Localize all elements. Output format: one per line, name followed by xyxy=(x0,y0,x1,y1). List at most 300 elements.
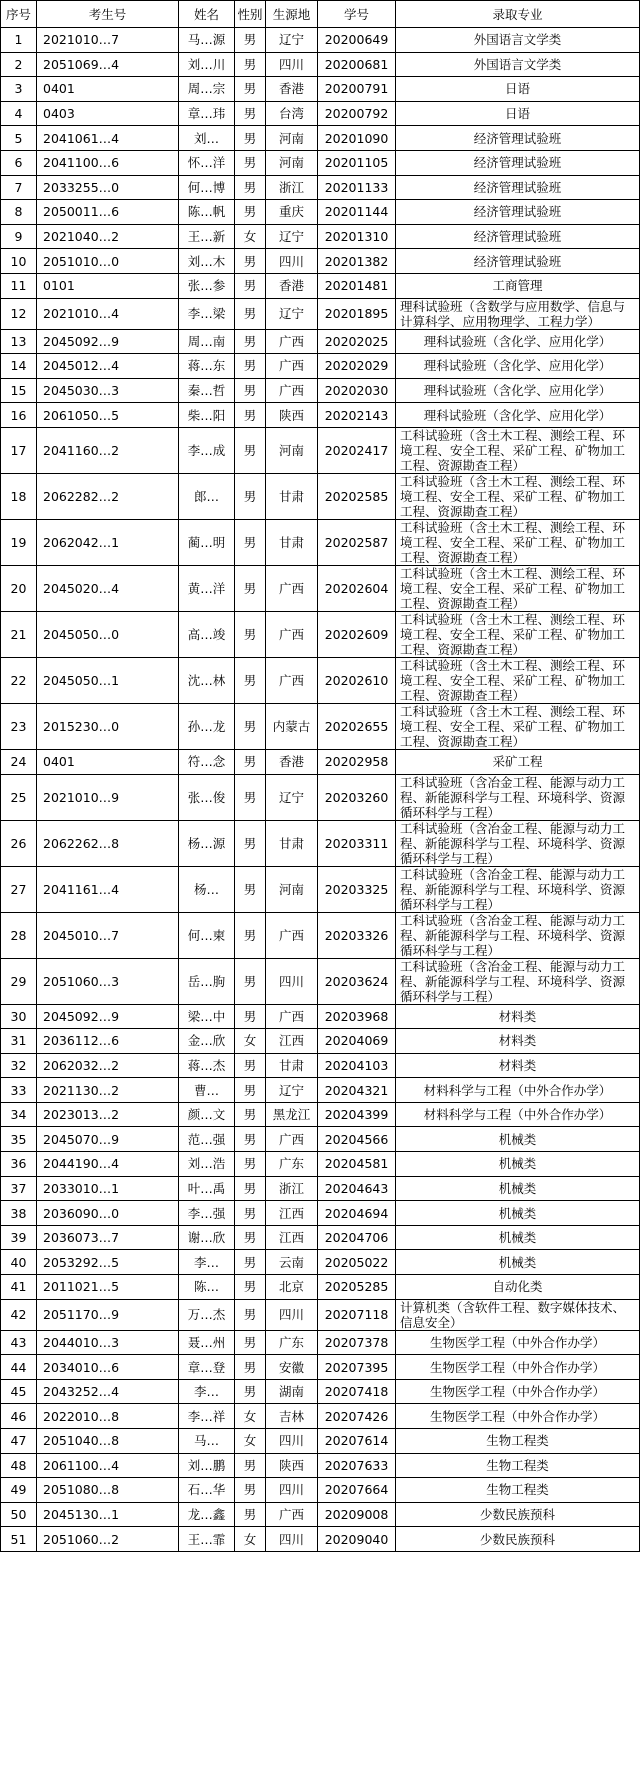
cell-exam-id: 2021010…9 xyxy=(37,774,179,820)
cell-gender: 男 xyxy=(235,1201,266,1226)
cell-name: 刘…木 xyxy=(179,249,235,274)
table-row xyxy=(1,912,640,958)
cell-name: 杨…源 xyxy=(179,820,235,866)
cell-major: 材料类 xyxy=(396,1029,640,1054)
cell-student-id: 20207633 xyxy=(318,1453,396,1478)
cell-index: 23 xyxy=(1,703,37,749)
cell-name: 蔺…明 xyxy=(179,519,235,565)
cell-index: 13 xyxy=(1,329,37,354)
cell-major: 机械类 xyxy=(396,1225,640,1250)
cell-origin: 广西 xyxy=(266,1127,318,1152)
header-major: 录取专业 xyxy=(396,1,640,28)
header-student-id: 学号 xyxy=(318,1,396,28)
cell-index: 8 xyxy=(1,200,37,225)
cell-gender: 女 xyxy=(235,1527,266,1552)
table-row xyxy=(1,565,640,611)
cell-index: 47 xyxy=(1,1429,37,1454)
cell-exam-id: 2045070…9 xyxy=(37,1127,179,1152)
cell-gender: 男 xyxy=(235,273,266,298)
cell-origin: 广西 xyxy=(266,611,318,657)
cell-index: 29 xyxy=(1,958,37,1004)
cell-exam-id: 2043252…4 xyxy=(37,1379,179,1404)
cell-name: 王…霏 xyxy=(179,1527,235,1552)
cell-major: 外国语言文学类 xyxy=(396,28,640,53)
cell-origin: 广西 xyxy=(266,565,318,611)
cell-exam-id: 2021010…7 xyxy=(37,28,179,53)
table-row xyxy=(1,749,640,774)
table-row xyxy=(1,1330,640,1355)
cell-gender: 男 xyxy=(235,565,266,611)
cell-index: 12 xyxy=(1,298,37,329)
cell-gender: 男 xyxy=(235,1330,266,1355)
cell-origin: 四川 xyxy=(266,1429,318,1454)
cell-exam-id: 2015230…0 xyxy=(37,703,179,749)
cell-gender: 男 xyxy=(235,657,266,703)
cell-gender: 男 xyxy=(235,200,266,225)
cell-major: 机械类 xyxy=(396,1152,640,1177)
cell-gender: 男 xyxy=(235,1004,266,1029)
cell-major: 经济管理试验班 xyxy=(396,224,640,249)
cell-student-id: 20203311 xyxy=(318,820,396,866)
cell-index: 38 xyxy=(1,1201,37,1226)
cell-student-id: 20204321 xyxy=(318,1078,396,1103)
table-header-row xyxy=(1,1,640,28)
table-row xyxy=(1,1502,640,1527)
cell-exam-id: 2045130…1 xyxy=(37,1502,179,1527)
cell-student-id: 20201382 xyxy=(318,249,396,274)
cell-origin: 河南 xyxy=(266,126,318,151)
cell-exam-id: 2051170…9 xyxy=(37,1299,179,1330)
cell-major: 理科试验班（含化学、应用化学） xyxy=(396,403,640,428)
cell-origin: 陕西 xyxy=(266,1453,318,1478)
cell-name: 章…登 xyxy=(179,1355,235,1380)
cell-student-id: 20204566 xyxy=(318,1127,396,1152)
cell-major: 计算机类（含软件工程、数字媒体技术、信息安全） xyxy=(396,1299,640,1330)
cell-student-id: 20201105 xyxy=(318,150,396,175)
header-name: 姓名 xyxy=(179,1,235,28)
cell-exam-id: 0401 xyxy=(37,749,179,774)
cell-gender: 男 xyxy=(235,820,266,866)
cell-exam-id: 2045092…9 xyxy=(37,329,179,354)
cell-index: 43 xyxy=(1,1330,37,1355)
table-row xyxy=(1,1053,640,1078)
table-row xyxy=(1,1176,640,1201)
cell-major: 工科试验班（含土木工程、测绘工程、环境工程、安全工程、采矿工程、矿物加工工程、资源勘查工程） xyxy=(396,519,640,565)
cell-name: 李…成 xyxy=(179,427,235,473)
cell-exam-id: 2023013…2 xyxy=(37,1102,179,1127)
cell-exam-id: 2051010…0 xyxy=(37,249,179,274)
cell-index: 39 xyxy=(1,1225,37,1250)
cell-student-id: 20200791 xyxy=(318,77,396,102)
cell-student-id: 20207395 xyxy=(318,1355,396,1380)
cell-index: 27 xyxy=(1,866,37,912)
cell-index: 22 xyxy=(1,657,37,703)
cell-exam-id: 2034010…6 xyxy=(37,1355,179,1380)
cell-origin: 广西 xyxy=(266,378,318,403)
cell-origin: 四川 xyxy=(266,1478,318,1503)
cell-major: 机械类 xyxy=(396,1250,640,1275)
cell-gender: 女 xyxy=(235,224,266,249)
cell-name: 梁…中 xyxy=(179,1004,235,1029)
table-row xyxy=(1,1453,640,1478)
cell-student-id: 20202417 xyxy=(318,427,396,473)
cell-student-id: 20204706 xyxy=(318,1225,396,1250)
cell-major: 材料科学与工程（中外合作办学） xyxy=(396,1078,640,1103)
cell-gender: 男 xyxy=(235,126,266,151)
header-origin: 生源地 xyxy=(266,1,318,28)
cell-exam-id: 2062262…8 xyxy=(37,820,179,866)
cell-major: 经济管理试验班 xyxy=(396,175,640,200)
cell-exam-id: 2044010…3 xyxy=(37,1330,179,1355)
cell-gender: 男 xyxy=(235,1225,266,1250)
cell-student-id: 20203260 xyxy=(318,774,396,820)
cell-exam-id: 2051040…8 xyxy=(37,1429,179,1454)
cell-student-id: 20202958 xyxy=(318,749,396,774)
cell-student-id: 20207118 xyxy=(318,1299,396,1330)
cell-index: 20 xyxy=(1,565,37,611)
cell-name: 沈…林 xyxy=(179,657,235,703)
cell-major: 生物医学工程（中外合作办学） xyxy=(396,1379,640,1404)
cell-name: 岳…朐 xyxy=(179,958,235,1004)
cell-index: 37 xyxy=(1,1176,37,1201)
cell-index: 9 xyxy=(1,224,37,249)
cell-exam-id: 0403 xyxy=(37,101,179,126)
cell-gender: 男 xyxy=(235,1275,266,1300)
cell-exam-id: 2022010…8 xyxy=(37,1404,179,1429)
cell-origin: 辽宁 xyxy=(266,774,318,820)
cell-name: 王…新 xyxy=(179,224,235,249)
cell-name: 马… xyxy=(179,1429,235,1454)
table-row xyxy=(1,1275,640,1300)
cell-origin: 吉林 xyxy=(266,1404,318,1429)
cell-gender: 男 xyxy=(235,703,266,749)
cell-exam-id: 2045050…1 xyxy=(37,657,179,703)
table-row xyxy=(1,1478,640,1503)
cell-gender: 男 xyxy=(235,774,266,820)
cell-origin: 广西 xyxy=(266,912,318,958)
cell-student-id: 20200792 xyxy=(318,101,396,126)
table-row xyxy=(1,1225,640,1250)
cell-student-id: 20209040 xyxy=(318,1527,396,1552)
cell-major: 工科试验班（含土木工程、测绘工程、环境工程、安全工程、采矿工程、矿物加工工程、资源勘查工程） xyxy=(396,565,640,611)
cell-major: 日语 xyxy=(396,101,640,126)
cell-name: 何…柬 xyxy=(179,912,235,958)
cell-index: 34 xyxy=(1,1102,37,1127)
cell-name: 周…南 xyxy=(179,329,235,354)
cell-index: 17 xyxy=(1,427,37,473)
cell-exam-id: 2045020…4 xyxy=(37,565,179,611)
table-row xyxy=(1,1152,640,1177)
cell-index: 40 xyxy=(1,1250,37,1275)
cell-gender: 男 xyxy=(235,1127,266,1152)
cell-name: 张…参 xyxy=(179,273,235,298)
cell-origin: 广西 xyxy=(266,1502,318,1527)
cell-major: 机械类 xyxy=(396,1201,640,1226)
cell-student-id: 20207614 xyxy=(318,1429,396,1454)
cell-exam-id: 2051060…3 xyxy=(37,958,179,1004)
cell-exam-id: 2041161…4 xyxy=(37,866,179,912)
cell-student-id: 20204069 xyxy=(318,1029,396,1054)
table-row xyxy=(1,1078,640,1103)
cell-gender: 男 xyxy=(235,611,266,657)
table-row xyxy=(1,1127,640,1152)
table-row xyxy=(1,1004,640,1029)
cell-index: 32 xyxy=(1,1053,37,1078)
cell-index: 7 xyxy=(1,175,37,200)
cell-gender: 女 xyxy=(235,1029,266,1054)
cell-student-id: 20203624 xyxy=(318,958,396,1004)
cell-exam-id: 2051069…4 xyxy=(37,52,179,77)
cell-origin: 陕西 xyxy=(266,403,318,428)
cell-index: 31 xyxy=(1,1029,37,1054)
cell-origin: 江西 xyxy=(266,1225,318,1250)
cell-major: 自动化类 xyxy=(396,1275,640,1300)
cell-major: 生物工程类 xyxy=(396,1429,640,1454)
table-row xyxy=(1,298,640,329)
cell-origin: 浙江 xyxy=(266,175,318,200)
cell-origin: 四川 xyxy=(266,1299,318,1330)
cell-origin: 台湾 xyxy=(266,101,318,126)
cell-name: 蒋…东 xyxy=(179,354,235,379)
cell-major: 少数民族预科 xyxy=(396,1527,640,1552)
cell-index: 42 xyxy=(1,1299,37,1330)
table-row xyxy=(1,126,640,151)
cell-name: 范…强 xyxy=(179,1127,235,1152)
cell-student-id: 20204643 xyxy=(318,1176,396,1201)
cell-exam-id: 2062282…2 xyxy=(37,473,179,519)
table-row xyxy=(1,354,640,379)
cell-student-id: 20205022 xyxy=(318,1250,396,1275)
cell-index: 24 xyxy=(1,749,37,774)
cell-exam-id: 2041061…4 xyxy=(37,126,179,151)
cell-name: 李…祥 xyxy=(179,1404,235,1429)
table-row xyxy=(1,774,640,820)
cell-name: 陈… xyxy=(179,1275,235,1300)
cell-exam-id: 2041100…6 xyxy=(37,150,179,175)
cell-student-id: 20202143 xyxy=(318,403,396,428)
cell-name: 叶…禹 xyxy=(179,1176,235,1201)
cell-origin: 湖南 xyxy=(266,1379,318,1404)
table-row xyxy=(1,378,640,403)
table-row xyxy=(1,200,640,225)
cell-major: 理科试验班（含化学、应用化学） xyxy=(396,329,640,354)
cell-origin: 广西 xyxy=(266,1004,318,1029)
cell-gender: 男 xyxy=(235,1453,266,1478)
cell-origin: 四川 xyxy=(266,1527,318,1552)
cell-origin: 四川 xyxy=(266,249,318,274)
cell-student-id: 20205285 xyxy=(318,1275,396,1300)
table-body xyxy=(1,28,640,1552)
cell-origin: 江西 xyxy=(266,1201,318,1226)
cell-exam-id: 2011021…5 xyxy=(37,1275,179,1300)
cell-student-id: 20201481 xyxy=(318,273,396,298)
table-row xyxy=(1,866,640,912)
cell-name: 陈…帆 xyxy=(179,200,235,225)
cell-gender: 男 xyxy=(235,52,266,77)
cell-gender: 男 xyxy=(235,1176,266,1201)
cell-gender: 男 xyxy=(235,28,266,53)
cell-index: 28 xyxy=(1,912,37,958)
cell-origin: 江西 xyxy=(266,1029,318,1054)
table-row xyxy=(1,329,640,354)
cell-gender: 男 xyxy=(235,958,266,1004)
table-row xyxy=(1,657,640,703)
cell-major: 经济管理试验班 xyxy=(396,200,640,225)
table-row xyxy=(1,958,640,1004)
cell-exam-id: 2021010…4 xyxy=(37,298,179,329)
cell-student-id: 20203968 xyxy=(318,1004,396,1029)
cell-name: 符…念 xyxy=(179,749,235,774)
table-row xyxy=(1,403,640,428)
cell-origin: 河南 xyxy=(266,427,318,473)
table-row xyxy=(1,473,640,519)
cell-student-id: 20200649 xyxy=(318,28,396,53)
table-row xyxy=(1,820,640,866)
cell-gender: 男 xyxy=(235,1478,266,1503)
cell-name: 刘… xyxy=(179,126,235,151)
cell-gender: 男 xyxy=(235,1102,266,1127)
table-row xyxy=(1,28,640,53)
cell-major: 少数民族预科 xyxy=(396,1502,640,1527)
cell-student-id: 20202655 xyxy=(318,703,396,749)
cell-exam-id: 2062042…1 xyxy=(37,519,179,565)
cell-major: 生物工程类 xyxy=(396,1453,640,1478)
cell-student-id: 20202587 xyxy=(318,519,396,565)
cell-exam-id: 2036090…0 xyxy=(37,1201,179,1226)
cell-name: 石…华 xyxy=(179,1478,235,1503)
cell-origin: 甘肃 xyxy=(266,820,318,866)
cell-exam-id: 2033010…1 xyxy=(37,1176,179,1201)
cell-gender: 男 xyxy=(235,77,266,102)
cell-gender: 女 xyxy=(235,1429,266,1454)
cell-exam-id: 2062032…2 xyxy=(37,1053,179,1078)
cell-name: 秦…哲 xyxy=(179,378,235,403)
cell-student-id: 20207378 xyxy=(318,1330,396,1355)
cell-exam-id: 2044190…4 xyxy=(37,1152,179,1177)
cell-exam-id: 2053292…5 xyxy=(37,1250,179,1275)
cell-name: 高…竣 xyxy=(179,611,235,657)
cell-exam-id: 2061100…4 xyxy=(37,1453,179,1478)
cell-gender: 男 xyxy=(235,749,266,774)
table-row xyxy=(1,427,640,473)
cell-major: 采矿工程 xyxy=(396,749,640,774)
cell-student-id: 20201895 xyxy=(318,298,396,329)
cell-student-id: 20204399 xyxy=(318,1102,396,1127)
cell-name: 李… xyxy=(179,1250,235,1275)
cell-major: 材料科学与工程（中外合作办学） xyxy=(396,1102,640,1127)
cell-gender: 男 xyxy=(235,427,266,473)
cell-student-id: 20201090 xyxy=(318,126,396,151)
table-row xyxy=(1,1355,640,1380)
cell-index: 33 xyxy=(1,1078,37,1103)
cell-name: 李…梁 xyxy=(179,298,235,329)
cell-major: 生物医学工程（中外合作办学） xyxy=(396,1330,640,1355)
cell-name: 李… xyxy=(179,1379,235,1404)
cell-origin: 四川 xyxy=(266,52,318,77)
cell-name: 蒋…杰 xyxy=(179,1053,235,1078)
cell-gender: 男 xyxy=(235,249,266,274)
cell-exam-id: 2033255…0 xyxy=(37,175,179,200)
cell-exam-id: 2036112…6 xyxy=(37,1029,179,1054)
cell-exam-id: 2061050…5 xyxy=(37,403,179,428)
cell-origin: 安徽 xyxy=(266,1355,318,1380)
cell-major: 机械类 xyxy=(396,1176,640,1201)
cell-gender: 男 xyxy=(235,1053,266,1078)
cell-exam-id: 2051080…8 xyxy=(37,1478,179,1503)
cell-name: 柴…阳 xyxy=(179,403,235,428)
cell-origin: 香港 xyxy=(266,749,318,774)
cell-exam-id: 2045010…7 xyxy=(37,912,179,958)
cell-origin: 浙江 xyxy=(266,1176,318,1201)
table-row xyxy=(1,1299,640,1330)
cell-index: 25 xyxy=(1,774,37,820)
cell-major: 机械类 xyxy=(396,1127,640,1152)
cell-origin: 云南 xyxy=(266,1250,318,1275)
cell-major: 生物医学工程（中外合作办学） xyxy=(396,1355,640,1380)
cell-index: 6 xyxy=(1,150,37,175)
cell-name: 李…强 xyxy=(179,1201,235,1226)
cell-exam-id: 2045092…9 xyxy=(37,1004,179,1029)
cell-index: 44 xyxy=(1,1355,37,1380)
cell-student-id: 20201310 xyxy=(318,224,396,249)
cell-origin: 四川 xyxy=(266,958,318,1004)
cell-name: 张…俊 xyxy=(179,774,235,820)
cell-student-id: 20201144 xyxy=(318,200,396,225)
cell-index: 18 xyxy=(1,473,37,519)
cell-index: 48 xyxy=(1,1453,37,1478)
table-row xyxy=(1,175,640,200)
cell-gender: 男 xyxy=(235,473,266,519)
cell-name: 龙…鑫 xyxy=(179,1502,235,1527)
cell-index: 10 xyxy=(1,249,37,274)
cell-exam-id: 2050011…6 xyxy=(37,200,179,225)
cell-origin: 内蒙古 xyxy=(266,703,318,749)
cell-exam-id: 2036073…7 xyxy=(37,1225,179,1250)
cell-name: 怀…洋 xyxy=(179,150,235,175)
table-row xyxy=(1,1201,640,1226)
cell-major: 经济管理试验班 xyxy=(396,249,640,274)
cell-index: 11 xyxy=(1,273,37,298)
cell-name: 马…源 xyxy=(179,28,235,53)
cell-major: 经济管理试验班 xyxy=(396,126,640,151)
cell-gender: 男 xyxy=(235,1078,266,1103)
cell-major: 经济管理试验班 xyxy=(396,150,640,175)
cell-major: 生物工程类 xyxy=(396,1478,640,1503)
cell-index: 30 xyxy=(1,1004,37,1029)
cell-student-id: 20202029 xyxy=(318,354,396,379)
cell-origin: 河南 xyxy=(266,150,318,175)
cell-origin: 北京 xyxy=(266,1275,318,1300)
cell-name: 颜…文 xyxy=(179,1102,235,1127)
cell-gender: 男 xyxy=(235,403,266,428)
cell-gender: 男 xyxy=(235,329,266,354)
cell-name: 孙…龙 xyxy=(179,703,235,749)
cell-name: 何…博 xyxy=(179,175,235,200)
cell-origin: 辽宁 xyxy=(266,1078,318,1103)
cell-student-id: 20204581 xyxy=(318,1152,396,1177)
cell-exam-id: 2021040…2 xyxy=(37,224,179,249)
cell-major: 理科试验班（含数学与应用数学、信息与计算科学、应用物理学、工程力学） xyxy=(396,298,640,329)
cell-index: 21 xyxy=(1,611,37,657)
cell-major: 材料类 xyxy=(396,1053,640,1078)
cell-student-id: 20203325 xyxy=(318,866,396,912)
cell-gender: 男 xyxy=(235,298,266,329)
cell-student-id: 20204694 xyxy=(318,1201,396,1226)
cell-name: 黄…洋 xyxy=(179,565,235,611)
cell-major: 外国语言文学类 xyxy=(396,52,640,77)
cell-name: 周…宗 xyxy=(179,77,235,102)
cell-exam-id: 2041160…2 xyxy=(37,427,179,473)
